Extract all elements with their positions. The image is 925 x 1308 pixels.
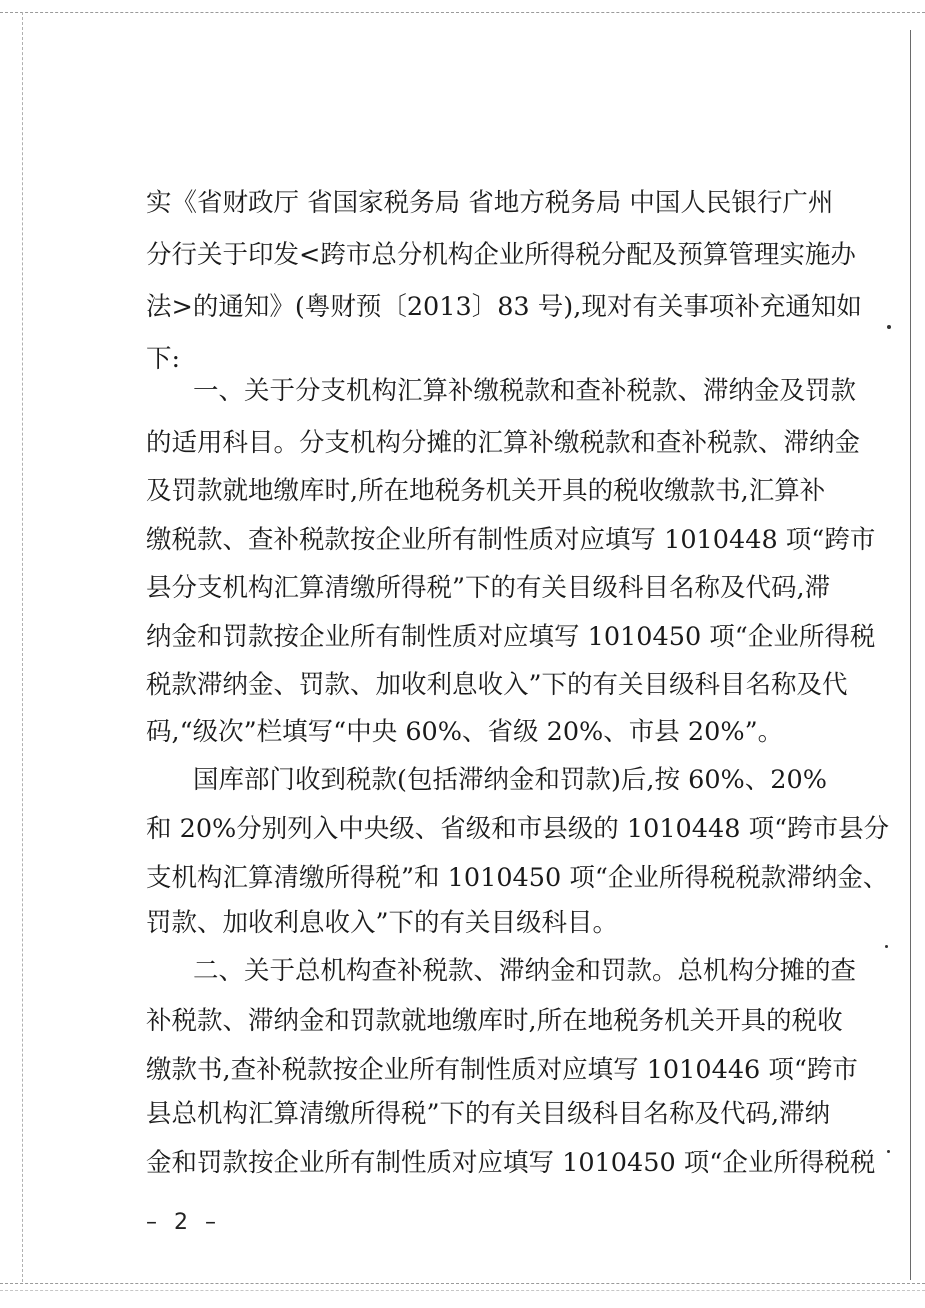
page-border-right (910, 30, 911, 1280)
body-line: 缴款书,查补税款按企业所有制性质对应填写 1010446 项“跨市 (146, 1055, 858, 1085)
body-line: 下: (146, 344, 181, 374)
body-line: 国库部门收到税款(包括滞纳金和罚款)后,按 60%、20% (193, 765, 827, 795)
body-line: 县分支机构汇算清缴所得税”下的有关目级科目名称及代码,滞 (146, 573, 831, 603)
body-line: 和 20%分别列入中央级、省级和市县级的 1010448 项“跨市县分 (146, 814, 890, 844)
body-line: 税款滞纳金、罚款、加收利息收入”下的有关目级科目名称及代 (146, 670, 848, 700)
page-border-left (22, 12, 23, 1282)
body-line: 缴税款、查补税款按企业所有制性质对应填写 1010448 项“跨市 (146, 525, 876, 555)
scan-speck (887, 325, 891, 329)
body-line: 的适用科目。分支机构分摊的汇算补缴税款和查补税款、滞纳金 (146, 428, 861, 458)
page-border-top (0, 12, 925, 13)
body-line: 支机构汇算清缴所得税”和 1010450 项“企业所得税税款滞纳金、 (146, 863, 889, 893)
body-line: 一、关于分支机构汇算补缴税款和查补税款、滞纳金及罚款 (193, 376, 857, 406)
scan-speck (885, 945, 888, 948)
body-line: 罚款、加收利息收入”下的有关目级科目。 (146, 908, 619, 938)
body-line: 实《省财政厅 省国家税务局 省地方税务局 中国人民银行广州 (146, 188, 834, 218)
body-line: 补税款、滞纳金和罚款就地缴库时,所在地税务机关开具的税收 (146, 1006, 843, 1036)
body-line: 码,“级次”栏填写“中央 60%、省级 20%、市县 20%”。 (146, 717, 784, 747)
page-border-bottom-outer (0, 1290, 925, 1291)
page-number: – 2 – (146, 1210, 221, 1235)
body-line: 二、关于总机构查补税款、滞纳金和罚款。总机构分摊的查 (193, 956, 857, 986)
page-border-bottom (0, 1283, 925, 1284)
body-line: 金和罚款按企业所有制性质对应填写 1010450 项“企业所得税税 (146, 1148, 876, 1178)
body-line: 纳金和罚款按企业所有制性质对应填写 1010450 项“企业所得税 (146, 622, 876, 652)
body-line: 法>的通知》(粤财预〔2013〕83 号),现对有关事项补充通知如 (146, 292, 862, 322)
body-line: 县总机构汇算清缴所得税”下的有关目级科目名称及代码,滞纳 (146, 1099, 831, 1129)
body-line: 分行关于印发<跨市总分机构企业所得税分配及预算管理实施办 (146, 240, 856, 270)
body-line: 及罚款就地缴库时,所在地税务机关开具的税收缴款书,汇算补 (146, 476, 826, 506)
scan-speck (887, 1150, 890, 1153)
